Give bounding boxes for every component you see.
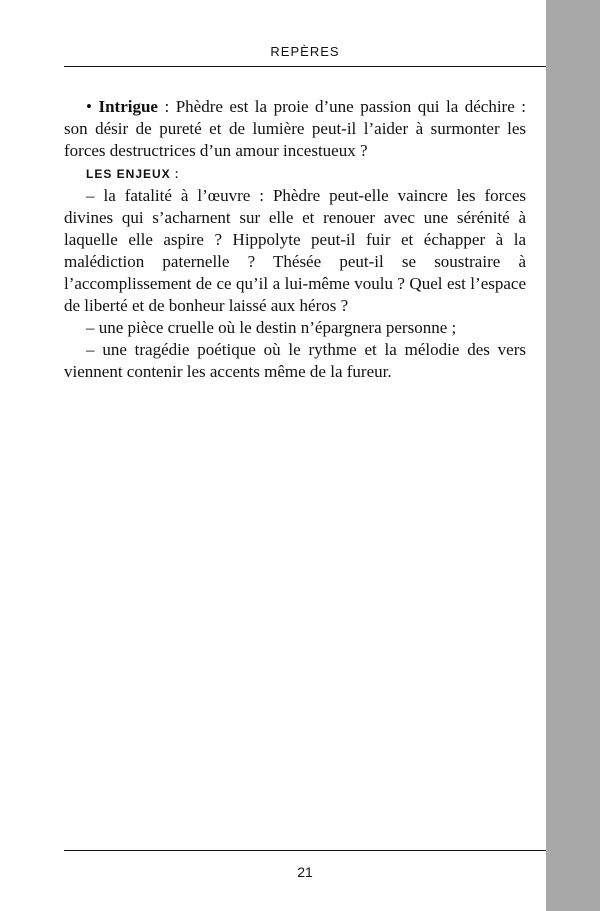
running-head: REPÈRES	[270, 44, 340, 59]
enjeux-heading	[64, 162, 526, 185]
bullet: •	[86, 97, 92, 116]
intrigue-text: : Phèdre est la proie d’une passion qui la déchire : son désir de pureté et de lumière peut-il l’aider à surmonter les forces destructrices d’un amour incestueux ?	[64, 97, 526, 160]
intrigue-label: Intrigue	[98, 97, 158, 116]
footer-rule	[64, 850, 546, 851]
enjeux-item-fatalite: – la fatalité à l’œuvre : Phèdre peut-elle vaincre les forces divines qui s’acharnent sur elle et renouer avec une sérénité à laquelle elle aspire ? Hippolyte peut-il fuir et échapper à la malédiction paternelle ? Thésée peut-il se soustraire à l’accomplissement de ce qu’il a lui-même voulu ? Quel est l’espace de liberté et de bonheur laissé aux héros ?	[64, 186, 526, 315]
header-rule	[64, 66, 546, 67]
enjeux-item-piece-cruelle: – une pièce cruelle où le destin n’épargnera personne ;	[86, 318, 457, 337]
page-body	[64, 96, 526, 383]
enjeux-item-tragedie-poetique: – une tragédie poétique où le rythme et la mélodie des vers viennent contenir les accents même de la fureur.	[64, 340, 526, 381]
gray-side-margin-bar	[546, 0, 600, 911]
enjeux-label: LES ENJEUX	[86, 167, 171, 181]
intrigue-paragraph	[64, 96, 526, 162]
enjeux-colon: :	[170, 166, 179, 182]
page-number: 21	[297, 864, 313, 880]
